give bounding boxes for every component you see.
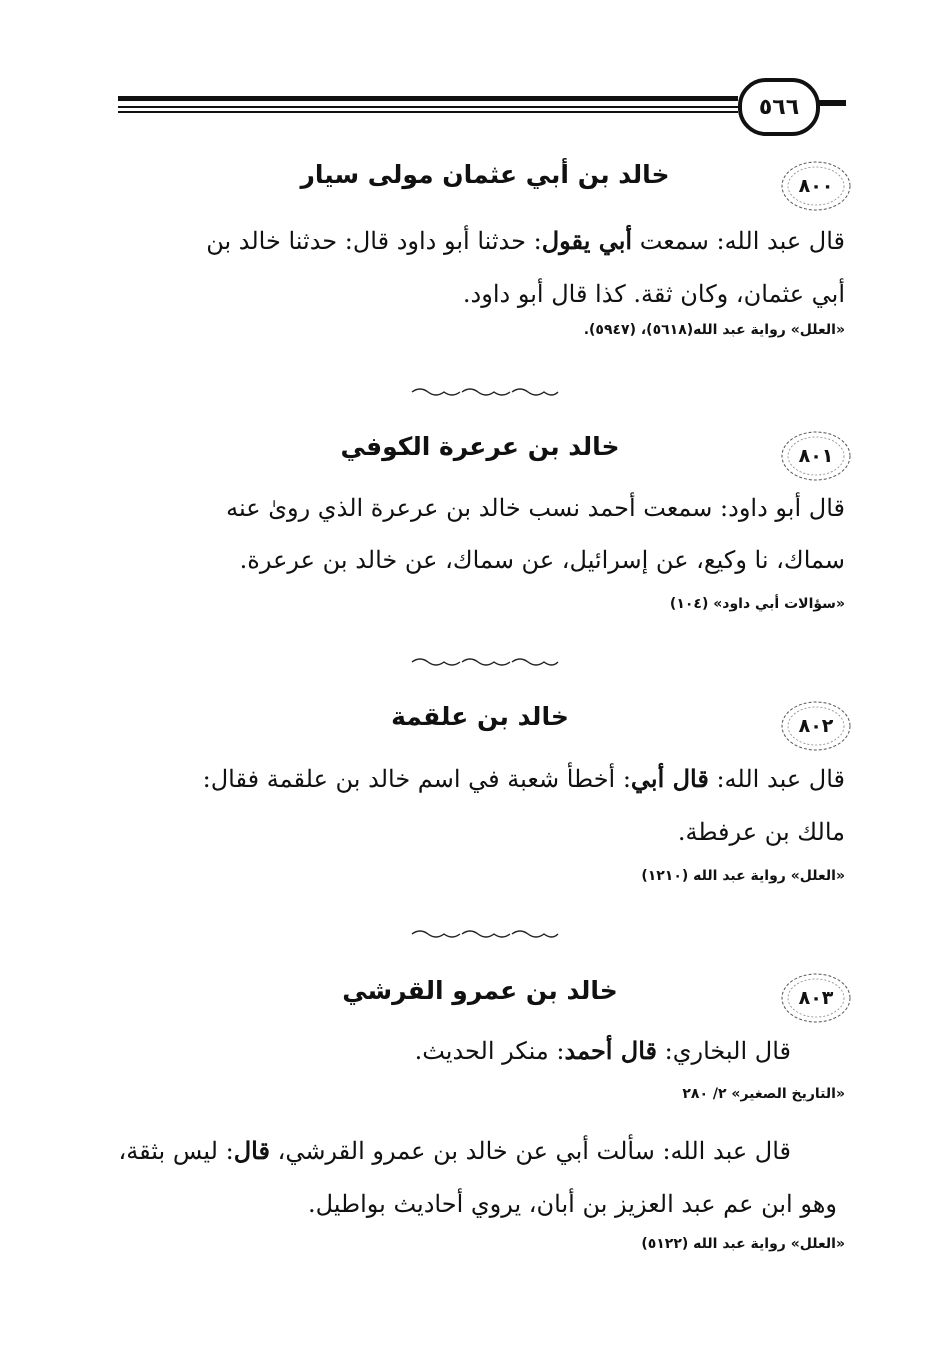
- source-reference: «العلل» رواية عبد الله (٥١٢٢): [641, 1236, 845, 1252]
- entry-number-badge: [780, 430, 852, 482]
- entry-number-badge: [780, 972, 852, 1024]
- source-reference: «سؤالات أبي داود» (١٠٤): [669, 596, 845, 612]
- entry-title: خالد بن أبي عثمان مولى سيار: [300, 160, 670, 189]
- entry-text-line: سماك، نا وكيع، عن إسرائيل، عن سماك، عن خالد بن عرعرة.: [239, 546, 845, 574]
- source-reference: «العلل» رواية عبد الله (١٢١٠): [641, 868, 845, 884]
- entry-text-line: قال عبد الله: قال أبي: أخطأ شعبة في اسم خالد بن علقمة فقال:: [202, 764, 845, 793]
- entry-number: ٨٠٢: [798, 715, 834, 737]
- entry-title: خالد بن عمرو القرشي: [342, 976, 618, 1005]
- entry-number: ٨٠٣: [798, 987, 834, 1009]
- header-rule-thin: [118, 106, 738, 108]
- entry-text-line: مالك بن عرفطة.: [677, 818, 845, 846]
- page-number: ٥٦٦: [738, 78, 820, 136]
- header-rule-thick: [118, 96, 738, 101]
- ornament-divider: [410, 928, 560, 940]
- ornament-divider: [410, 386, 560, 398]
- entry-text-line: وهو ابن عم عبد العزيز بن أبان، يروي أحاديث بواطيل.: [307, 1190, 837, 1218]
- entry-number: ٨٠٠: [798, 175, 834, 197]
- entry-title: خالد بن عرعرة الكوفي: [340, 432, 620, 461]
- source-reference: «العلل» رواية عبد الله(٥٦١٨)، (٥٩٤٧).: [583, 322, 845, 338]
- source-reference: «التاريخ الصغير» ٢/ ٢٨٠: [682, 1086, 845, 1102]
- header-rule-thin-2: [118, 111, 738, 113]
- entry-text-line: قال البخاري: قال أحمد: منكر الحديث.: [414, 1036, 791, 1065]
- entry-text-line: أبي عثمان، وكان ثقة. كذا قال أبو داود.: [462, 280, 845, 308]
- ornament-divider: [410, 656, 560, 668]
- entry-number-badge: [780, 700, 852, 752]
- entry-number: ٨٠١: [798, 445, 834, 467]
- entry-text-line: قال عبد الله: سمعت أبي يقول: حدثنا أبو داود قال: حدثنا خالد بن: [206, 226, 845, 255]
- entry-number-badge: [780, 160, 852, 212]
- entry-title: خالد بن علقمة: [391, 702, 569, 731]
- entry-text-line: قال عبد الله: سألت أبي عن خالد بن عمرو القرشي، قال: ليس بثقة،: [118, 1136, 791, 1165]
- entry-text-line: قال أبو داود: سمعت أحمد نسب خالد بن عرعرة الذي روىٰ عنه: [226, 494, 845, 522]
